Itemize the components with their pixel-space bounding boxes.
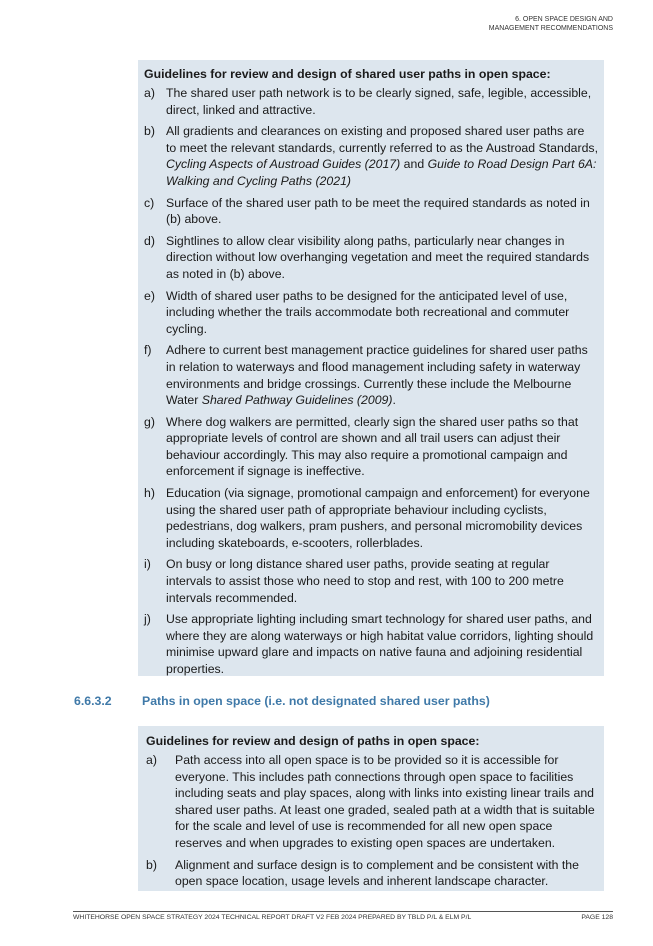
list-marker: b) [144,124,155,139]
list-item [144,195,598,228]
list-item [144,414,598,480]
list-text: Sightlines to allow clear visibility along paths, particularly near changes in direction without low overhanging vegetation and meet the required standards as noted in (b) above. [166,233,590,281]
list-marker: g) [144,414,155,429]
box-title: Guidelines for review and design of paths in open space: [146,734,480,748]
list-item [144,485,598,551]
section-heading [74,694,490,708]
list-marker: d) [144,233,155,248]
header-line-2: MANAGEMENT RECOMMENDATIONS [488,24,613,32]
list-text: The shared user path network is to be clearly signed, safe, legible, accessible, direct, linked and attractive. [166,86,592,117]
citation: Cycling Aspects of Austroad Guides (2017) [166,157,401,172]
footer-text: WHITEHORSE OPEN SPACE STRATEGY 2024 TECHNICAL REPORT DRAFT V2 FEB 2024 PREPARED BY TBLD P/L & ELM P/L [73,914,472,921]
section-title: Paths in open space (i.e. not designated shared user paths) [142,694,490,708]
list-text: All gradients and clearances on existing and proposed shared user paths are to meet the relevant standards, currently referred to as the Austroad Standards, Cycling Aspects of Austroad Guides (2017) and Guide to Road Design Part 6A: Walking and Cycling Paths (2021) [166,124,598,188]
page-footer [73,914,613,921]
list-item [144,342,598,408]
list-text: Alignment and surface design is to complement and be consistent with the open space location, usage levels and inherent landscape character. [175,857,579,889]
list-text: On busy or long distance shared user paths, provide seating at regular intervals to assist those who need to stop and rest, with 100 to 200 metre intervals recommended. [166,557,564,605]
list-text: Use appropriate lighting including smart technology for shared user paths, and where they are along waterways or high habitat value corridors, lighting should minimise upward glare and impacts on native fauna and adjoining residential properties. [166,612,594,676]
list-item [144,611,598,677]
list-marker: a) [144,86,155,100]
list-text: Where dog walkers are permitted, clearly sign the shared user paths so that appropriate levels of control are shown and all trail users can adjust their behaviour accordingly. This may also require a promotional campaign and enforcement if signage is ineffective. [166,414,579,479]
list-marker: i) [144,557,151,572]
list-marker: f) [144,343,152,358]
header-line-1: 6. OPEN SPACE DESIGN AND [515,16,613,23]
list-item [144,233,598,283]
open-space-paths-guidelines-box [138,726,604,891]
list-text: Width of shared user paths to be designed for the anticipated level of use, including whether the trails accommodate both recreational and commuter cycling. [166,288,570,336]
list-text: Path access into all open space is to be provided so it is accessible for everyone. This includes path connections through open space to facilities including seats and play spaces, along with links into existing linear trails and shared user paths. At least one graded, sealed path at a width that is suitable for the scale and level of use is recommended for all new open space reserves and when upgrades to existing open spaces are undertaken. [175,753,595,850]
list-marker: j) [144,612,151,627]
citation: Guide to Road Design Part 6A: Walking and Cycling Paths (2021) [166,157,597,188]
shared-paths-guidelines-box [138,60,604,676]
box-title: Guidelines for review and design of shared user paths in open space: [144,67,551,81]
list-item [144,288,598,338]
list-marker: h) [144,486,155,501]
citation: Shared Pathway Guidelines (2009) [201,393,393,408]
list-item [144,123,598,189]
list-marker: e) [144,288,155,303]
list-text: Surface of the shared user path to be meet the required standards as noted in (b) above. [166,195,590,227]
list-marker: a) [146,753,157,767]
page-number: PAGE 128 [581,914,613,921]
section-number: 6.6.3.2 [74,694,112,708]
list-item [146,857,597,890]
list-marker: c) [144,195,155,210]
list-item [144,85,598,118]
list-text: Adhere to current best management practice guidelines for shared user paths in relation to waterways and flood management including safety in waterway environments and bridge crossings. Currently these include the Melbourne Water Shared Pathway Guidelines (2009). [166,343,588,408]
list-item [144,556,598,606]
footer-divider [73,911,613,912]
running-header [489,16,613,33]
list-text: Education (via signage, promotional campaign and enforcement) for everyone using the shared user path of appropriate behaviour including cyclists, pedestrians, dog walkers, pram pushers, and personal micromobility devices including skateboards, e-scooters, rollerblades. [166,486,590,550]
list-item [146,752,597,852]
list-marker: b) [146,857,157,872]
